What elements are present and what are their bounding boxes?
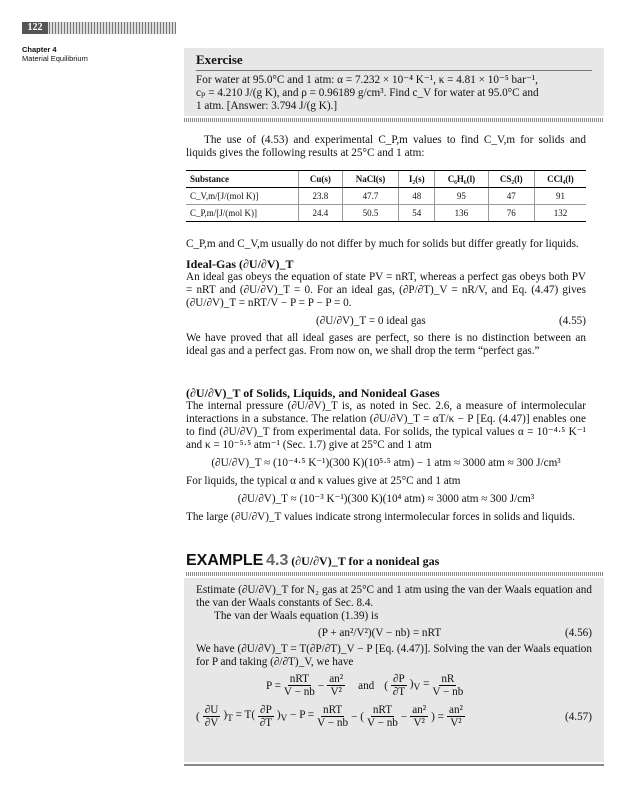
ideal-gas-heading: Ideal-Gas (∂U/∂V)_T [186,257,294,271]
cv-cp-table [186,170,586,222]
table-header: I₂(s) [399,171,435,188]
ideal-gas-text2: We have proved that all ideal gases are perfect, so there is no distinction between an ideal gas and a perfect gas. From now on, we shall drop the term “perfect gas.” [186,332,586,357]
exercise-line3: 1 atm. [Answer: 3.794 J/(g K).] [196,100,338,112]
table-header: NaCl(s) [342,171,398,188]
table-header: CS₂(l) [488,171,534,188]
example-label: EXAMPLE [186,552,264,569]
example-box [184,578,604,762]
exercise-title: Exercise [196,52,592,71]
nonideal-text3: The large (∂U/∂V)_T values indicate strong intermolecular forces in solids and liquids. [186,511,576,523]
example-p2: The van der Waals equation (1.39) is [214,610,379,622]
table-cell: 23.8 [298,188,342,205]
exercise-line2: cₚ = 4.210 J/(g K), and ρ = 0.96189 g/cm³. Find c_V for water at 95.0°C and [196,87,539,99]
nonideal-heading: (∂U/∂V)_T of Solids, Liquids, and Nonideal Gases [186,386,440,400]
table-cell: 54 [399,205,435,222]
table-cell: 95 [435,188,488,205]
equation-4-57: ( $\frac{\partial U}{\partial V}$ )$_T = T$( $\frac{\partial P}{\partial T}$ )$_V - P$ = $\frac{\text{nRT}}{V - nb}$ − ( $\frac{\text{nRT}}{V - nb}$ − $\frac{\text{an²}}{\text{V²}}$ ) = $\frac{\text{an²}}{\text{V²}}$ (4.57) [196,704,592,729]
nonideal-section [186,386,586,524]
chapter-label [22,45,162,63]
table-header: C₆H₆(l) [435,171,488,188]
table-cell: 50.5 [342,205,398,222]
equation-number: (4.56) [564,627,592,639]
table-cell: 47 [488,188,534,205]
table-cell: C_V,m/[J/(mol K)] [186,188,298,205]
table-cell: C_P,m/[J/(mol K)] [186,205,298,222]
bottom-rule [184,764,604,766]
example-heading [186,552,604,576]
equation-number: (4.57) [564,710,592,723]
and-word: and [358,679,375,692]
solid-estimate-eq: (∂U/∂V)_T ≈ (10⁻⁴·⁵ K⁻¹)(300 K)(10⁵·⁵ atm) − 1 atm ≈ 3000 atm ≈ 300 J/cm³ [211,457,561,469]
liquid-estimate-eq: (∂U/∂V)_T ≈ (10⁻³ K⁻¹)(300 K)(10⁴ atm) ≈ 3000 atm ≈ 300 J/cm³ [237,493,535,505]
chapter-title: Material Equilibrium [22,54,88,63]
equation-text: (∂U/∂V)_T = 0 ideal gas [316,315,426,327]
table-cell: 24.4 [298,205,342,222]
example-p1: Estimate (∂U/∂V)_T for N₂ gas at 25°C and 1 atm using the van der Waals equation and the van der Waals constants of Sec. 8.4. [196,584,592,609]
table-cell: 136 [435,205,488,222]
equation-number: (4.55) [558,315,586,327]
table-row [186,205,586,222]
equation-text: (P + an²/V²)(V − nb) = nRT [318,627,442,639]
after-table-text: C_P,m and C_V,m usually do not differ by much for solids but differ greatly for liquids. [186,238,579,250]
divider [184,118,604,122]
table-header-row [186,171,586,188]
table-header: Substance [186,171,298,188]
ideal-gas-section [186,238,586,358]
table-cell: 76 [488,205,534,222]
example-divider [186,572,604,576]
equation-4-56 [318,626,592,640]
example-title: (∂U/∂V)_T for a nonideal gas [291,554,440,568]
table-row [186,188,586,205]
table-cell: 48 [399,188,435,205]
table-cell: 91 [534,188,586,205]
table-header: Cu(s) [298,171,342,188]
example-number: 4.3 [266,552,289,569]
chapter-number: Chapter 4 [22,45,57,54]
page-number: 122 [22,22,48,34]
table-cell: 47.7 [342,188,398,205]
nonideal-text2: For liquids, the typical α and κ values give at 25°C and 1 atm [186,475,461,487]
ideal-gas-text: An ideal gas obeys the equation of state PV = nRT, whereas a perfect gas obeys both PV = nRT and (∂U/∂V)_T = 0. For an ideal gas, (∂P/∂T)_V = nR/V, and Eq. (4.47) gives (∂U/∂V)_T = nRT/V − P = P − P = 0. [186,271,586,309]
nonideal-text: The internal pressure (∂U/∂V)_T is, as noted in Sec. 2.6, a measure of intermolecular interactions in a substance. The relation (∂U/∂V)_T = αT/κ − P [Eq. (4.47)] enables one to find (∂U/∂V)_T from experimental data. For solids, the typical values α = 10⁻⁴·⁵ K⁻¹ and κ = 10⁻⁵·⁵ atm⁻¹ (Sec. 1.7) give at 25°C and 1 atm [186,400,586,451]
vdw-p-equations: P = $\frac{\text{nRT}}{V - nb}$ − $\frac{\text{an²}}{\text{V²}}$ and ( $\frac{\partial P}{\partial T}$ )$_V$ = $\frac{nR}{V - nb}$ [266,673,464,698]
exercise-line1: For water at 95.0°C and 1 atm: α = 7.232 × 10⁻⁴ K⁻¹, κ = 4.81 × 10⁻⁵ bar⁻¹, [196,74,538,86]
exercise-box [184,48,604,116]
intro-paragraph: The use of (4.53) and experimental C_P,m values to find C_V,m for solids and liquids gives the following results at 25°C and 1 atm: [186,134,586,159]
equation-4-55 [316,314,586,328]
table-cell: 132 [534,205,586,222]
example-p3: We have (∂U/∂V)_T = T(∂P/∂T)_V − P [Eq. (4.47)]. Solving the van der Waals equation for P and taking (∂/∂T)_V, we have [196,643,592,668]
table-header: CCl₄(l) [534,171,586,188]
